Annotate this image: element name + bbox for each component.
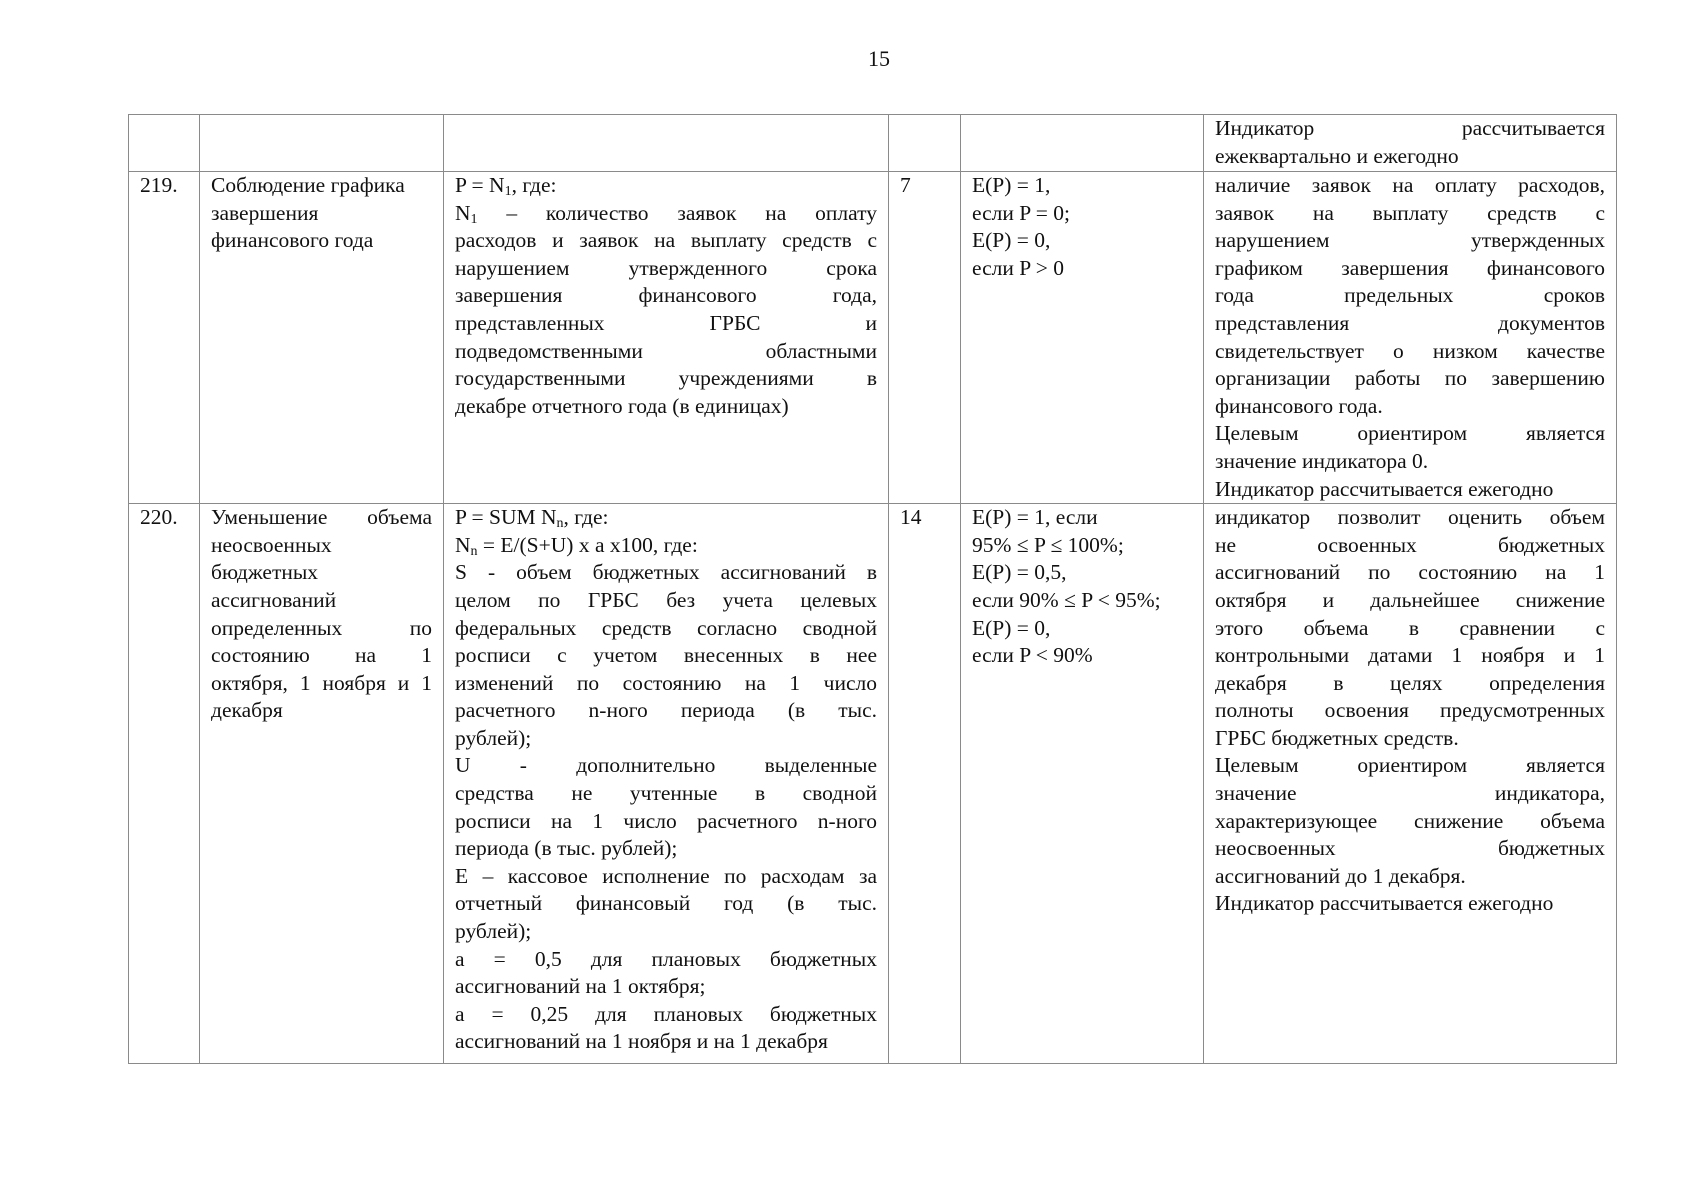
comment-line: декабря в целях определения <box>1215 670 1605 695</box>
indicator-formula <box>444 504 889 1064</box>
name-line: ассигнований <box>211 587 337 612</box>
formula-text: = E/(S+U) x a x100, где: <box>477 532 698 557</box>
formula-line: представленных ГРБС и <box>455 310 877 335</box>
name-line: октября, 1 ноября и 1 <box>211 670 432 695</box>
formula-line: декабре отчетного года (в единицах) <box>455 393 789 418</box>
name-line: декабря <box>211 698 283 723</box>
score-line: E(P) = 0, <box>972 228 1051 253</box>
formula-line <box>455 200 877 228</box>
formula-line: федеральных средств согласно сводной <box>455 615 877 640</box>
comment-line: Целевым ориентиром является <box>1215 753 1605 778</box>
cell-formula-empty <box>444 115 889 172</box>
formula-line <box>455 532 877 560</box>
comment-line: Индикатор рассчитывается ежегодно <box>1215 891 1554 916</box>
table-row-219 <box>129 172 1617 504</box>
table-row-continuation <box>129 115 1617 172</box>
formula-subscript: n <box>556 516 564 532</box>
formula-head-text: P = N <box>455 173 505 197</box>
comment-line: характеризующее снижение объема <box>1215 808 1605 833</box>
score-line: если 90% ≤ P < 95%; <box>972 587 1161 612</box>
indicator-comment <box>1204 504 1617 1064</box>
formula-line: E – кассовое исполнение по расходам за <box>455 863 877 888</box>
comment-line: нарушением утвержденных <box>1215 228 1605 253</box>
indicator-score <box>961 172 1204 504</box>
page-number: 15 <box>868 46 890 71</box>
name-line: Соблюдение графика <box>211 173 405 197</box>
table-row-220 <box>129 504 1617 1064</box>
formula-line: расчетного n-ного периода (в тыс. <box>455 698 877 723</box>
comment-line: Индикатор рассчитывается ежегодно <box>1215 476 1554 501</box>
formula-line: рублей); <box>455 919 532 944</box>
formula-line: средства не учтенные в сводной <box>455 781 877 806</box>
indicator-name <box>200 172 444 504</box>
formula-subscript: 1 <box>470 211 478 227</box>
formula-line: ассигнований на 1 ноября и на 1 декабря <box>455 1029 828 1054</box>
formula-subscript: n <box>470 543 478 559</box>
formula-line: нарушением утвержденного срока <box>455 255 877 280</box>
indicator-table <box>128 114 1617 1064</box>
comment-line: Индикатор рассчитывается <box>1215 116 1605 140</box>
formula-line: подведомственными областными <box>455 338 877 363</box>
formula-symbol: N <box>455 200 471 225</box>
formula-head-suffix: , где: <box>511 173 557 197</box>
formula-line: ассигнований на 1 октября; <box>455 974 706 999</box>
comment-line: ассигнований по состоянию на 1 <box>1215 560 1605 585</box>
comment-line: значение индикатора, <box>1215 781 1605 806</box>
cell-weight-empty <box>889 115 961 172</box>
comment-line: свидетельствует о низком качестве <box>1215 338 1605 363</box>
comment-line: графиком завершения финансового <box>1215 255 1605 280</box>
score-line: E(P) = 0, <box>972 615 1051 640</box>
formula-line: U - дополнительно выделенные <box>455 753 877 778</box>
comment-line: индикатор позволит оценить объем <box>1215 505 1605 530</box>
comment-line: ГРБС бюджетных средств. <box>1215 725 1459 750</box>
formula-line: завершения финансового года, <box>455 283 877 308</box>
formula-line: росписи на 1 число расчетного n-ного <box>455 808 877 833</box>
formula-line: a = 0,5 для плановых бюджетных <box>455 946 877 971</box>
row-number: 220. <box>129 504 200 1064</box>
formula-line: расходов и заявок на выплату средств с <box>455 228 877 253</box>
formula-line: отчетный финансовый год (в тыс. <box>455 891 877 916</box>
comment-line: заявок на выплату средств с <box>1215 200 1605 225</box>
comment-line: года предельных сроков <box>1215 283 1605 308</box>
comment-line: значение индикатора 0. <box>1215 448 1429 473</box>
comment-line: Целевым ориентиром является <box>1215 421 1605 446</box>
indicator-comment <box>1204 172 1617 504</box>
indicator-weight: 14 <box>889 504 961 1064</box>
comment-line: финансового года. <box>1215 393 1383 418</box>
comment-line: ежеквартально и ежегодно <box>1215 143 1459 168</box>
name-line: финансового года <box>211 228 374 253</box>
formula-text: – количество заявок на оплату <box>477 200 877 225</box>
formula-line: целом по ГРБС без учета целевых <box>455 587 877 612</box>
formula-line: изменений по состоянию на 1 число <box>455 670 877 695</box>
cell-score-empty <box>961 115 1204 172</box>
formula-head-text: P = SUM N <box>455 505 557 530</box>
formula-line: периода (в тыс. рублей); <box>455 836 678 861</box>
indicator-formula <box>444 172 889 504</box>
formula-head <box>455 504 877 532</box>
formula-head <box>455 172 877 200</box>
score-line: если P > 0 <box>972 255 1065 280</box>
indicator-score <box>961 504 1204 1064</box>
name-line: завершения <box>211 200 319 225</box>
comment-line: наличие заявок на оплату расходов, <box>1215 173 1605 197</box>
formula-line: росписи с учетом внесенных в нее <box>455 643 877 668</box>
cell-comment-continuation <box>1204 115 1617 172</box>
formula-line: государственными учреждениями в <box>455 366 877 391</box>
indicator-weight: 7 <box>889 172 961 504</box>
comment-line: этого объема в сравнении с <box>1215 615 1605 640</box>
row-number: 219. <box>129 172 200 504</box>
score-line: E(P) = 0,5, <box>972 560 1067 585</box>
score-line: E(P) = 1, <box>972 173 1051 197</box>
indicator-name <box>200 504 444 1064</box>
name-line: определенных по <box>211 615 432 640</box>
comment-line: представления документов <box>1215 310 1605 335</box>
comment-line: не освоенных бюджетных <box>1215 532 1605 557</box>
comment-line: организации работы по завершению <box>1215 366 1605 391</box>
comment-line: полноты освоения предусмотренных <box>1215 698 1605 723</box>
formula-subscript: 1 <box>504 184 512 199</box>
score-line: E(P) = 1, если <box>972 505 1098 530</box>
comment-line: ассигнований до 1 декабря. <box>1215 863 1466 888</box>
formula-line: S - объем бюджетных ассигнований в <box>455 560 877 585</box>
formula-line: a = 0,25 для плановых бюджетных <box>455 1001 877 1026</box>
comment-line: контрольными датами 1 ноября и 1 <box>1215 643 1605 668</box>
name-line: состоянию на 1 <box>211 643 432 668</box>
name-line: неосвоенных <box>211 532 332 557</box>
formula-symbol: N <box>455 532 471 557</box>
score-line: 95% ≤ P ≤ 100%; <box>972 532 1124 557</box>
comment-line: октября и дальнейшее снижение <box>1215 587 1605 612</box>
formula-head-suffix: , где: <box>563 505 609 530</box>
score-line: если P < 90% <box>972 643 1093 668</box>
name-line: Уменьшение объема <box>211 505 432 530</box>
formula-line: рублей); <box>455 725 532 750</box>
cell-name-empty <box>200 115 444 172</box>
name-line: бюджетных <box>211 560 319 585</box>
score-line: если P = 0; <box>972 200 1070 225</box>
cell-number-empty <box>129 115 200 172</box>
comment-line: неосвоенных бюджетных <box>1215 836 1605 861</box>
